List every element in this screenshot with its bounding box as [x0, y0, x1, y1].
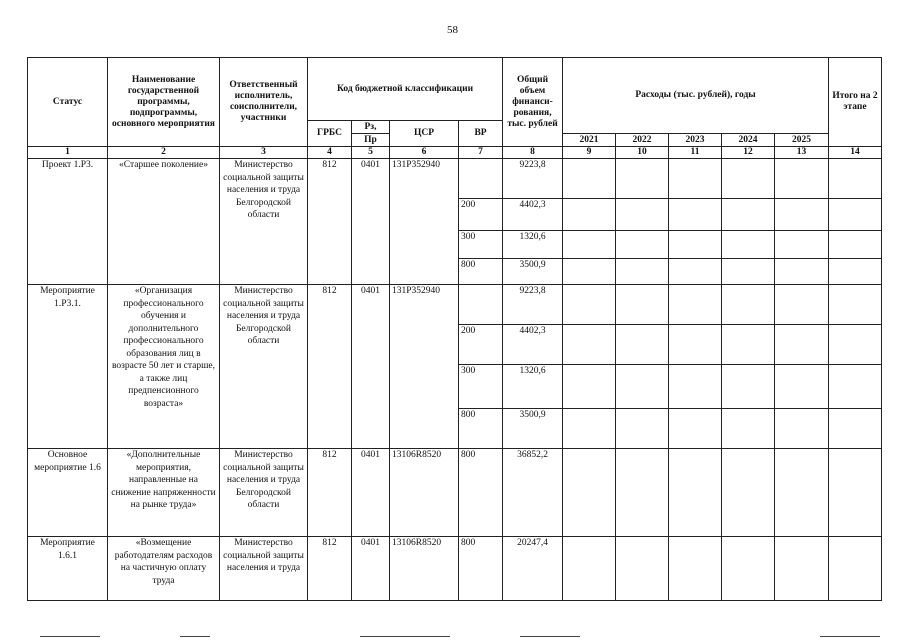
- header-expenses: Расходы (тыс. рублей), годы: [563, 58, 829, 134]
- row-csr: 131Р352940: [390, 285, 459, 449]
- column-number: 10: [616, 147, 669, 159]
- row-executor: Министерство социальной защиты населения и труда Белгородской области: [220, 159, 308, 285]
- row-status: Основное мероприятие 1.6: [28, 449, 108, 537]
- header-rz: Рз,: [352, 121, 390, 134]
- row-vr: 300: [459, 365, 503, 409]
- column-number: 6: [390, 147, 459, 159]
- header-year: 2022: [616, 134, 669, 147]
- column-number: 1: [28, 147, 108, 159]
- row-name: «Возмещение работодателям расходов на частичную оплату труда: [108, 537, 220, 601]
- header-budget-code: Код бюджетной классификации: [308, 58, 503, 121]
- row-amount: 1320,6: [503, 231, 563, 259]
- page-bottom-edge: [0, 632, 905, 640]
- row-rzpr: 0401: [352, 537, 390, 601]
- row-executor: Министерство социальной защиты населения и труда Белгородской области: [220, 449, 308, 537]
- column-number: 8: [503, 147, 563, 159]
- column-number: 12: [722, 147, 775, 159]
- row-vr: 800: [459, 259, 503, 285]
- row-status: Мероприятие 1.Р3.1.: [28, 285, 108, 449]
- table-row: [28, 449, 882, 537]
- divider: [520, 636, 580, 637]
- row-grbs: 812: [308, 285, 352, 449]
- table-row: [28, 537, 882, 601]
- column-number: 13: [775, 147, 829, 159]
- row-name: «Старшее поколение»: [108, 159, 220, 285]
- row-amount: 36852,2: [503, 449, 563, 537]
- header-name: Наименование государственной программы, подпрограммы, основного мероприятия: [108, 58, 220, 147]
- row-amount: 9223,8: [503, 285, 563, 325]
- row-status: Мероприятие 1.6.1: [28, 537, 108, 601]
- row-vr: 800: [459, 537, 503, 601]
- divider: [40, 636, 100, 637]
- row-amount: 1320,6: [503, 365, 563, 409]
- divider: [360, 636, 450, 637]
- row-csr: 131Р352940: [390, 159, 459, 285]
- row-amount: 4402,3: [503, 325, 563, 365]
- table-row: [28, 159, 882, 199]
- header-pr: Пр: [352, 134, 390, 147]
- row-rzpr: 0401: [352, 159, 390, 285]
- header-stage2: Итого на 2 этапе: [829, 58, 882, 147]
- column-number: 7: [459, 147, 503, 159]
- header-year: 2023: [669, 134, 722, 147]
- row-csr: 13106R8520: [390, 449, 459, 537]
- column-number: 5: [352, 147, 390, 159]
- header-total: Общий объем финанси-рования, тыс. рублей: [503, 58, 563, 147]
- row-name: «Организация профессионального обучения и дополнительного профессионального образования лиц в возрасте 50 лет и старше, а также лиц предпенсионного возраста»: [108, 285, 220, 449]
- row-vr: [459, 285, 503, 325]
- row-status: Проект 1.Р3.: [28, 159, 108, 285]
- header-csr: ЦСР: [390, 121, 459, 147]
- row-rzpr: 0401: [352, 285, 390, 449]
- header-vr: ВР: [459, 121, 503, 147]
- row-vr: 800: [459, 449, 503, 537]
- row-amount: 20247,4: [503, 537, 563, 601]
- row-grbs: 812: [308, 449, 352, 537]
- header-year: 2024: [722, 134, 775, 147]
- row-executor: Министерство социальной защиты населения и труда: [220, 537, 308, 601]
- column-number: 4: [308, 147, 352, 159]
- column-number: 11: [669, 147, 722, 159]
- row-vr: 300: [459, 231, 503, 259]
- header-executor: Ответственный исполнитель, соисполнители, участники: [220, 58, 308, 147]
- header-grbs: ГРБС: [308, 121, 352, 147]
- row-name: «Дополнительные мероприятия, направленные на снижение напряженности на рынке труда»: [108, 449, 220, 537]
- row-grbs: 812: [308, 537, 352, 601]
- row-amount: 3500,9: [503, 409, 563, 449]
- column-number-row: [28, 147, 882, 159]
- row-csr: 13106R8520: [390, 537, 459, 601]
- row-grbs: 812: [308, 159, 352, 285]
- column-number: 9: [563, 147, 616, 159]
- divider: [180, 636, 210, 637]
- header-status: Статус: [28, 58, 108, 147]
- column-number: 2: [108, 147, 220, 159]
- header-year: 2021: [563, 134, 616, 147]
- column-number: 14: [829, 147, 882, 159]
- column-number: 3: [220, 147, 308, 159]
- row-amount: 9223,8: [503, 159, 563, 199]
- divider: [820, 636, 880, 637]
- header-year: 2025: [775, 134, 829, 147]
- budget-table: [27, 57, 882, 601]
- row-vr: 200: [459, 325, 503, 365]
- row-executor: Министерство социальной защиты населения и труда Белгородской области: [220, 285, 308, 449]
- row-vr: [459, 159, 503, 199]
- row-rzpr: 0401: [352, 449, 390, 537]
- page-number: 58: [447, 24, 458, 36]
- row-vr: 200: [459, 199, 503, 231]
- row-amount: 4402,3: [503, 199, 563, 231]
- row-vr: 800: [459, 409, 503, 449]
- table-row: [28, 285, 882, 325]
- row-amount: 3500,9: [503, 259, 563, 285]
